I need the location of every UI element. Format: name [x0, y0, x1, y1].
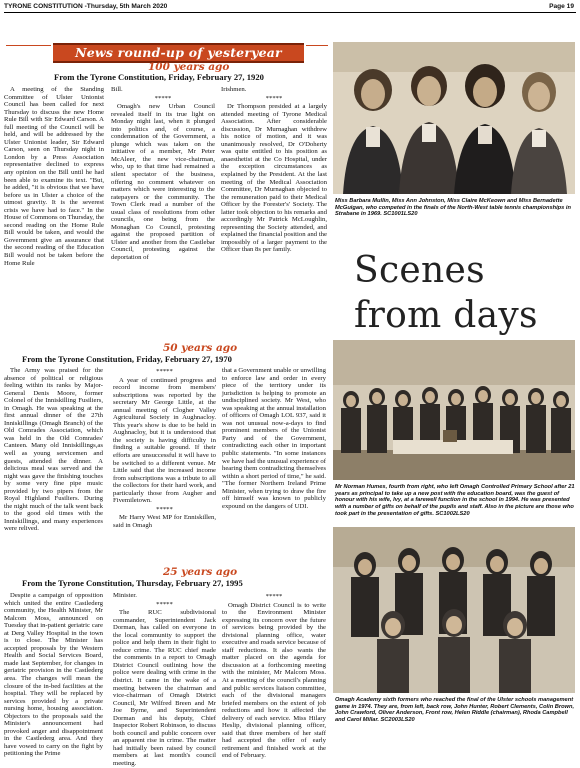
section2-column3: [222, 367, 326, 563]
stars-divider: *****: [156, 600, 173, 608]
section2-column2: [113, 367, 216, 563]
photo-sixth-formers: [333, 527, 575, 693]
years-ago-label-50: 50 years ago: [163, 342, 238, 354]
photo2-caption: Mr Norman Humes, fourth from right, who left Omagh Controlled Primary School after 21 years as principal to take up a new post with the education board, was the guest of honour with his wife, Ivy, at a farewell function in the school in 1994. He was presented with a number of gifts on behalf of the pupils and staff. Also in the picture are those who took part in the presentation of gifts. SC1002LS20: [335, 484, 575, 517]
section1-column1: [4, 86, 104, 340]
section2-column1: [4, 367, 103, 563]
stars-divider: *****: [154, 94, 172, 102]
article-text: The Army was praised for the absence of political or religious feeling within its ranks by Major-General Denis Moore, former Colonel of the Inniskilling Fusiliers, in Omagh. He was speaking at the first annual dinner of the 27th Inniskillings (Omagh Branch) of the Old Comrades Association, which was held in the Old Comrades' Canteen. Many old Inniskillings,as well as young servicemen and guests, attended the dinner. A delicious meal was served and the night was gave the finishing touches by some very fine pipe music provided by two pipers from the Royal Highland Fusiliers. During the night much of the talk went back to the good old times with the Inniskillings, and many experiences were relived.: [4, 367, 103, 533]
years-ago-label-100: 100 years ago: [148, 61, 230, 73]
section1-column2: [111, 86, 215, 340]
banner-rule-left: [6, 45, 51, 46]
article-text: Irishmen.: [221, 86, 247, 93]
section1-column3: [221, 86, 327, 340]
photo-image: [333, 527, 575, 693]
article-text: Minister.: [113, 592, 137, 599]
stars-divider: *****: [156, 368, 173, 375]
photo-image: [333, 340, 575, 480]
photo-table-tennis-players: [333, 42, 575, 194]
article-text: The RUC subdivisional commander, Superintendent Jack Dorman, has called on everyone in the local community to support the police and help them in their fight to reduce crime. The RUC chief made the comments in a report to Omagh District Council outlining how the police were dealing with crime in the district. It came in the wake of a meeting between the chairman and vice-chairman of Omagh District Council, Mr Wilfred Breen and Mr Joe Byrne, and Superintendent Dorman and his deputy, Chief Inspector Robert Robinson, to discuss both council and public concern over an apparent rise in crime. The matter had initially been raised by council members at last month's council meeting.: [113, 609, 216, 768]
section3-column2: [113, 592, 216, 768]
article-text: Omagh District Council is to write to the Environment Minister expressing its concern over the future of services being provided by the divisional planning office, water executive and roads service because of staff reductions. It also wants the matter placed on the agenda for discussion at a forthcoming meeting with the minister, Mr Malcom Moss. At a meeting of the council's planning and public services liaison committee, each of the divisional managers briefed members on the extent of job reductions and how it affected the delivery of each service. Miss Hilary Heslip, divisional planning officer, said that three members of her staff had accepted the offer of early retirement and finished work at the end of February.: [222, 601, 326, 760]
header-rule: [4, 12, 576, 13]
photo1-caption: Miss Barbara Mullin, Miss Ann Johnston, Miss Claire McKeown and Miss Bernadette McGuigan, who competed in the finals of the North-West table tennis championships in Strabane in 1969. SC1001LS20: [335, 198, 571, 218]
section1-heading: From the Tyrone Constitution, Friday, February 27, 1920: [54, 72, 264, 82]
masthead-date: TYRONE CONSTITUTION -Thursday, 5th March 2020: [4, 2, 168, 10]
section3-column3: [222, 592, 326, 760]
section3-heading: From the Tyrone Constitution, Thursday, February 27, 1995: [22, 578, 243, 588]
stars-divider: *****: [156, 505, 173, 513]
article-text: A meeting of the Standing Committee of Ulster Unionist Council has been called for next Thursday to discuss the new Home Rule Bill with Sir Edward Carson. A full meeting of the Council will be held, and will be addressed by the Ulster Unionist leader, Sir Edward Carson, seen on Thursday night in London by a Press Association representative declined to express any opinion on the Bill until he had been able to examine its text. "But, he added, "it is obvious that we have before us in Ulster a choice of the utmost gravity. It is the severest crisis we have had to face." In the House of Commons on Thursday, the second reading on the Home Rule Bill would be taken, and would the Government give an assurance that the second reading of the Education Bill would not be taken before the Home Rule: [4, 86, 104, 267]
article-text: Despite a campaign of opposition which united the entire Castlederg community, the Health Minister, Mr Malcom Moss, announced on Tuesday that in-patient geriatric care at Derg Valley Hospital in the town is to close. The Minister has accepted proposals by the Western Health and Social Services Board, made last September, for changes in geriatric provision in the Castlederg area. The changes will mean the closure of the in-bed facilities at the hospital. They will be replaced by services provided by a private nursing home, housing association. Objectors to the proposals said the Minister's announcement had provoked anger and disappointment in the Castlederg area. And they have vowed to carry on the fight by petitioning the Prime: [4, 592, 103, 758]
article-text: that a Government unable or unwilling to enforce law and order in every piece of the territory under its jurisdiction is helping to promote an undisciplined society. Mr West, who was speaking at the annual installation of officers of Omagh LOL 937, said it was not unusual now-a-days to find prominent members of the Unionist Party and of the Government, contradicting each other in important public statements. "In some instances we have had the unusual experience of hearing them contradicting themselves within a short period of time," he said. "The former Northern Ireland Prime Minister, when trying to draw the fire off himself was known to publicly expound on the dangers of UDI.: [222, 367, 326, 510]
photo-farewell-function: [333, 340, 575, 480]
article-text: Omagh's new Urban Council revealed itself in its true light on Monday night last, when it plunged into politics and, of course, a condemnation of the Government, a plunge which was taken on the initiative of a member, Mr Peter McAleer, the new vice-chairman, who, up to that time had remained a silent spectator of the business, offering no comment whatever on matters which were interesting to the ratepayers or the community. The Town Clerk read a number of the usual class of resolutions from other councils, one being from the Monaghan Co Council, protesting against the proposed partition of Ulster and another from the Castlebar Council, protesting against the deportation of: [111, 103, 215, 262]
section2-heading: From the Tyrone Constitution, Friday, February 27, 1970: [22, 354, 232, 364]
page-header: [4, 1, 574, 11]
stars-divider: *****: [265, 94, 283, 102]
article-text: Mr Harry West MP for Enniskillen, said in Omagh: [113, 514, 216, 529]
article-text: Bill.: [111, 86, 123, 93]
article-text: A year of continued progress and record income from members' subscriptions was reported by the secretary Mr George Little, at the annual meeting of Clogher Valley Agricultural Society in Aughnacloy. This year's show is due to be held in Aughnacloy, but it is understood that the society is having difficulty in finding a suitable ground. If their efforts are unsuccessful it will have to be switched to a different venue. Mr Little said that the increased income from subscriptions was a tribute to all the collectors for their hard work, and particularly those from Augher and Fivemiletown.: [113, 376, 216, 505]
article-text: Dr Thompson presided at a largely attended meeting of Tyrone Medical Association. After considerable discussion, Dr Murnaghan withdrew his notice of motion, and it was unanimously resolved, Dr O'Doherty was quite entitled to his position as anaesthetist at the Co Hospital, under the exception circumstances as explained by the President. At the last meeting of the Medical Association Committee, Dr Murnaghan objected to the remuneration paid to their Medical Officer by the Forester's' Society. The latter took objection to his remarks and accordingly Mr Patrick McLoughlin, representing the Society attended, and explained the financial position and the impossibly of a larger payment to the Officer than 8s per family.: [221, 103, 327, 254]
stars-divider: *****: [265, 593, 283, 600]
photo3-caption: Omagh Academy sixth formers who reached the final of the Ulster schools management game in 1974. They are, from left, back row, John Hunter, Robert Clements, Colin Brown, John Crawford, Oliver Anderson, Front row, Helen Riddle (chairman), Rhoda Campbell and Carol Millar. SC2003LS20: [335, 697, 575, 724]
years-ago-label-25: 25 years ago: [163, 566, 238, 578]
page-number: Page 19: [549, 2, 574, 10]
section3-column1: [4, 592, 103, 758]
banner-rule-right: [306, 45, 328, 46]
photo-image: [333, 42, 575, 194]
section-banner: News round-up of yesteryear: [53, 43, 304, 63]
feature-title: Scenes from days: [354, 250, 538, 336]
